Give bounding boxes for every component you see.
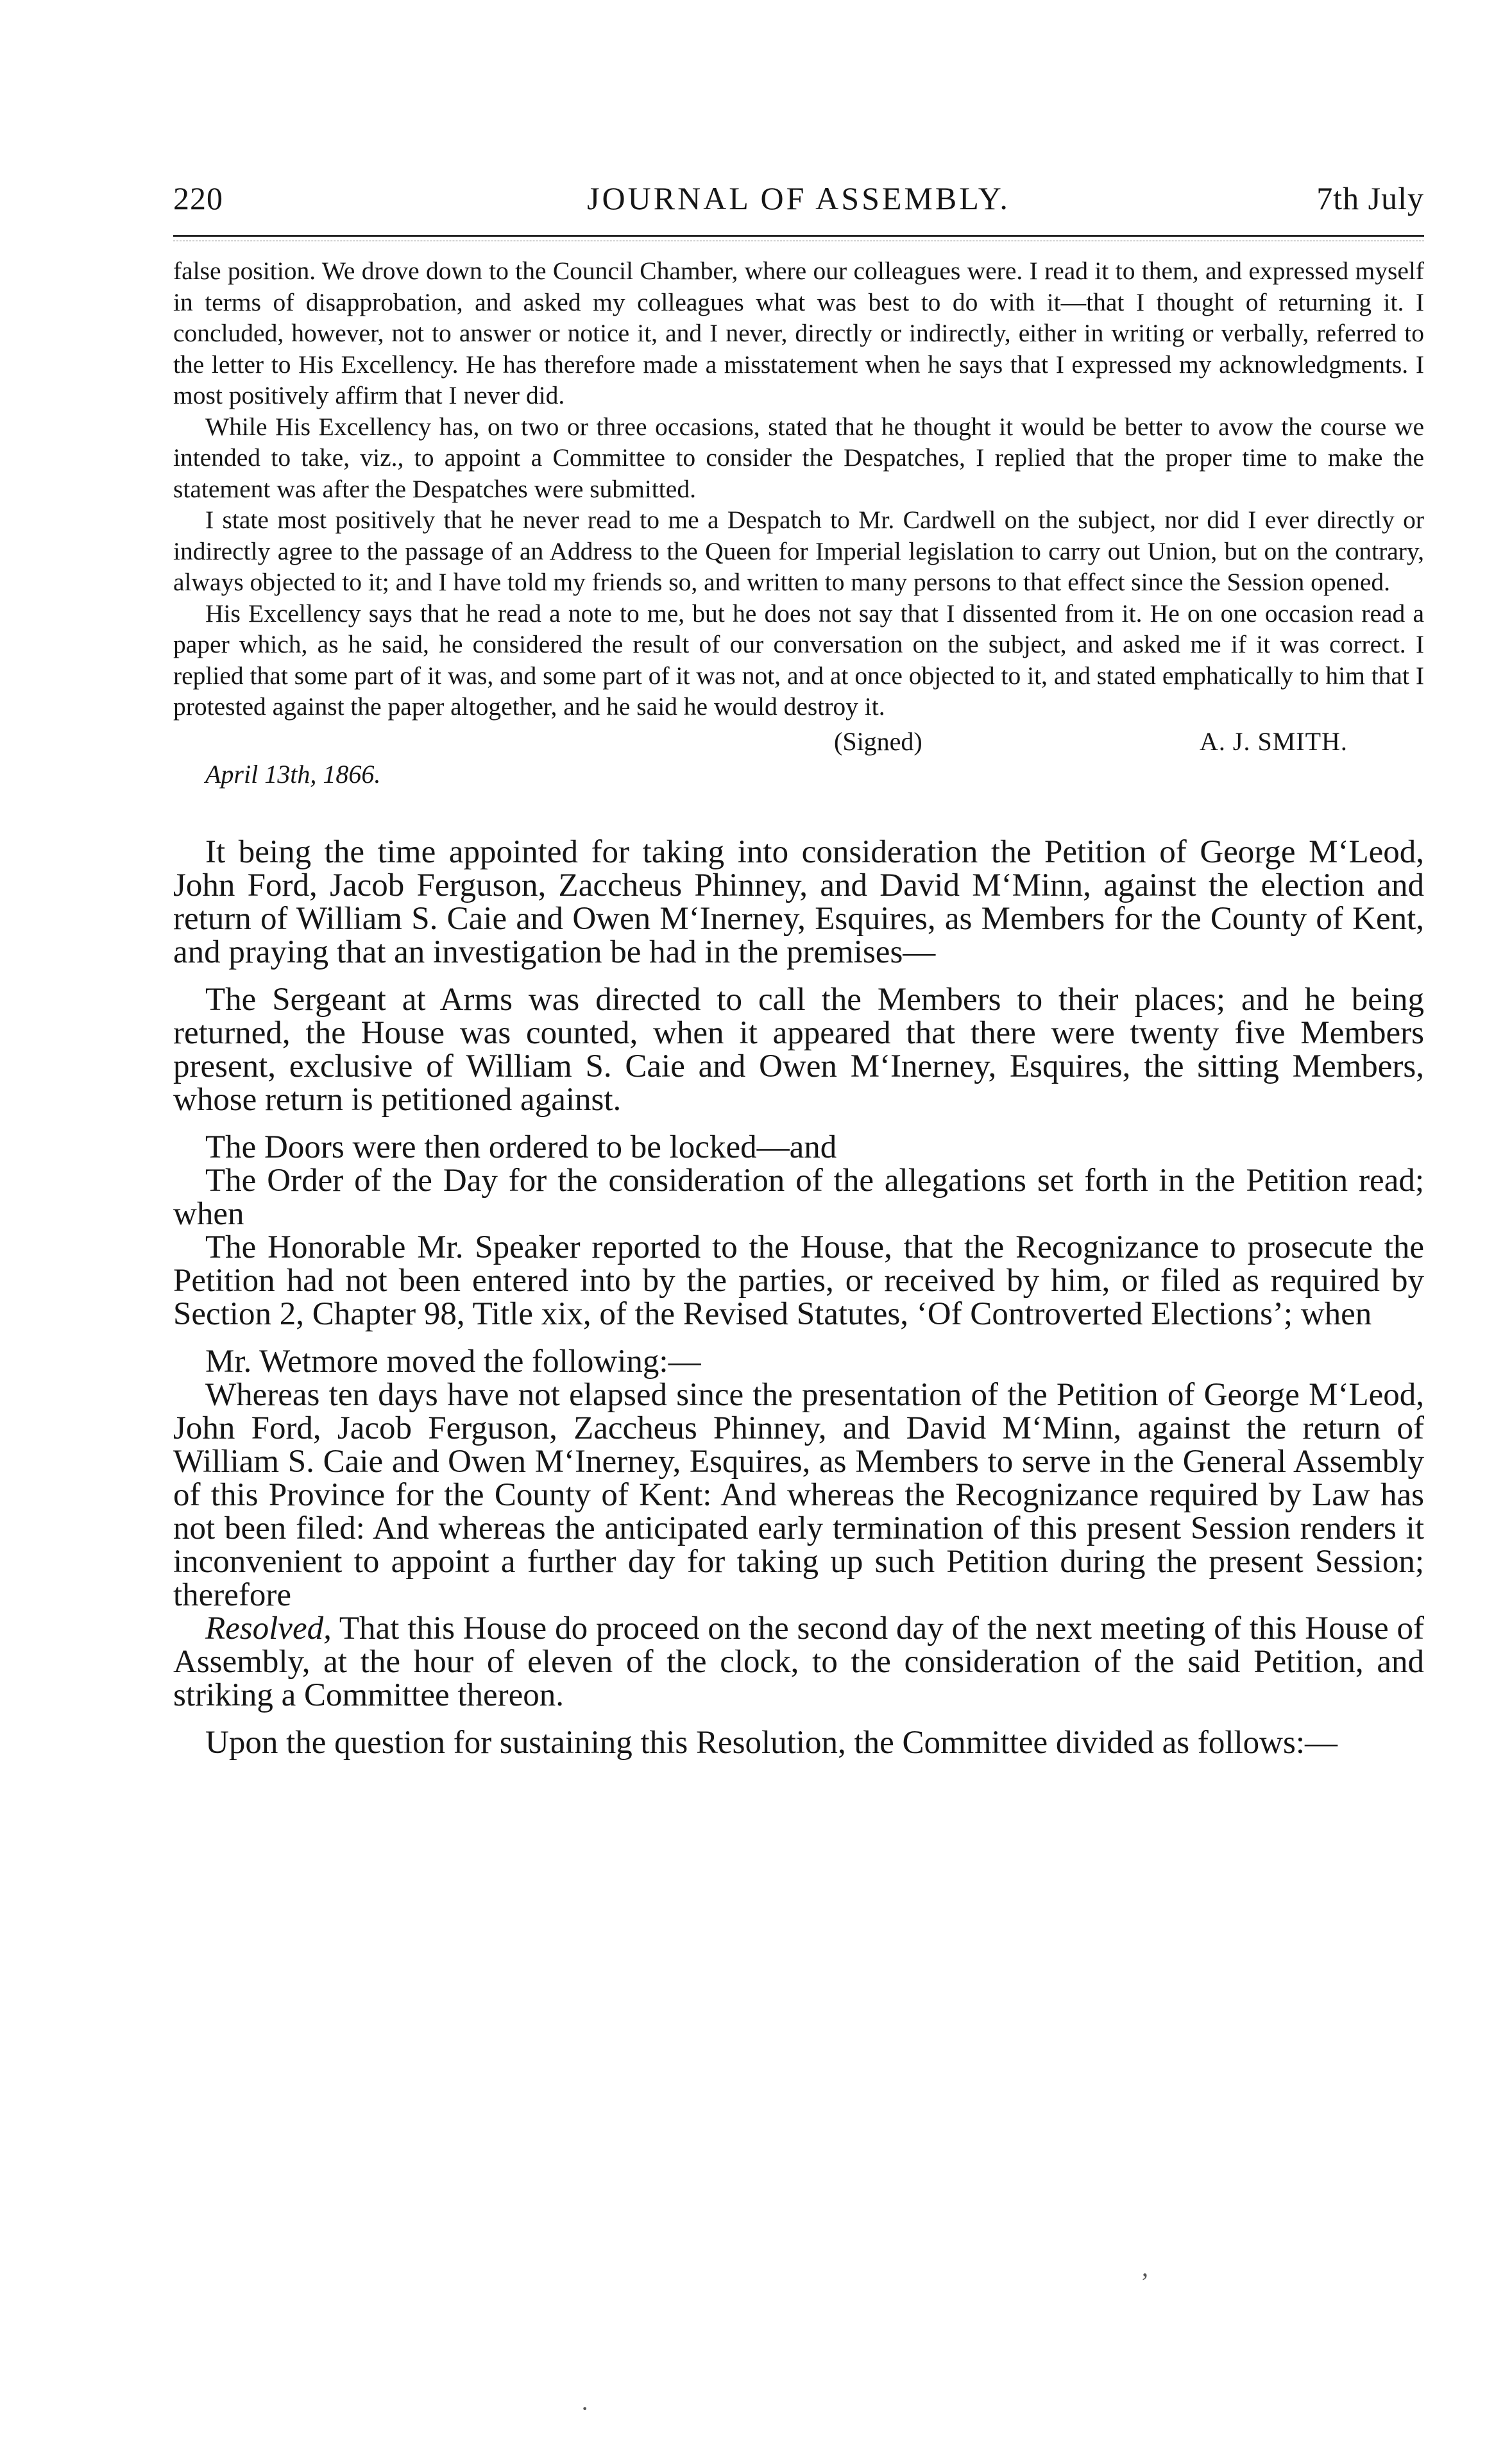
header-date: 7th July bbox=[1316, 180, 1424, 216]
proceedings-paragraph: It being the time appointed for taking into consideration the Petition of George M‘Leod, John Ford, Jacob Ferguson, Zaccheus Phinney, and David M‘Minn, against the election and return of William S. Caie and Owen M‘Inerney, Esquires, as Members for the County of Kent, and praying that an investigation be had in the premises— bbox=[173, 834, 1424, 970]
signature-line bbox=[173, 725, 1424, 758]
proceedings-paragraph: The Honorable Mr. Speaker reported to the House, that the Recognizance to prosecute the Petition had not been entered into by the parties, or received by him, or filed as required by Section 2, Chapter 98, Title xix, of the Revised Statutes, ‘Of Controverted Elections’; when bbox=[173, 1229, 1424, 1332]
proceedings-paragraph: The Doors were then ordered to be locked—and bbox=[205, 1129, 837, 1165]
resolved-label: Resolved, bbox=[205, 1610, 332, 1646]
letter-paragraph: His Excellency says that he read a note to me, but he does not say that I dissented from it. He on one occasion read a paper which, as he said, he considered the result of our conversation on the subject, and asked me if it was correct. I replied that some part of it was, and some part of it was not, and at once objected to it, and stated emphatically to him that I protested against the paper altogether, and he said he would destroy it. bbox=[173, 599, 1424, 721]
journal-title: JOURNAL OF ASSEMBLY. bbox=[587, 180, 1010, 216]
letter-paragraph: While His Excellency has, on two or three occasions, stated that he thought it would be better to avow the course we intended to take, viz., to appoint a Committee to consider the Despatches, I replied that the proper time to make the statement was after the Despatches were submitted. bbox=[173, 412, 1424, 503]
page-number: 220 bbox=[173, 180, 223, 216]
resolution-paragraph bbox=[173, 1612, 1424, 1712]
page-header bbox=[173, 180, 1424, 231]
proceedings-paragraph: Whereas ten days have not elapsed since the presentation of the Petition of George M‘Leod, John Ford, Jacob Ferguson, Zaccheus Phinney, and David M‘Minn, against the return of William S. Caie and Owen M‘Inerney, Esquires, as Members to serve in the General Assembly of this Province for the County of Kent: And whereas the Recognizance required by Law has not been filed: And whereas the anticipated early termination of this present Session renders it inconvenient to appoint a further day for taking up such Petition during the present Session; therefore bbox=[173, 1376, 1424, 1613]
journal-page bbox=[173, 180, 1424, 1774]
proceedings-paragraph: Mr. Wetmore moved the following:— bbox=[205, 1343, 701, 1380]
proceedings-paragraph: The Sergeant at Arms was directed to call the Members to their places; and he being returned, the House was counted, when it appeared that there were twenty five Members present, exclusive of William S. Caie and Owen M‘Inerney, Esquires, the sitting Members, whose return is petitioned against. bbox=[173, 981, 1424, 1118]
signer-name: A. J. SMITH. bbox=[1200, 726, 1348, 756]
stray-mark: · bbox=[581, 2394, 590, 2423]
proceedings-block bbox=[173, 835, 1424, 1759]
letter-paragraph: I state most positively that he never read to me a Despatch to Mr. Cardwell on the subject, nor did I ever directly or indirectly agree to the passage of an Address to the Queen for Imperial legislation to carry out Union, but on the contrary, always objected to it; and I have told my friends so, and written to many persons to that effect since the Session opened. bbox=[173, 506, 1424, 596]
letter-paragraph: false position. We drove down to the Council Chamber, where our colleagues were. I read it to them, and expressed myself in terms of disapprobation, and asked my colleagues what was best to do with it—that I thought of returning it. I concluded, however, not to answer or notice it, and I never, directly or indirectly, either in writing or verbally, referred to the letter to His Excellency. He has therefore made a misstatement when he says that I expressed my acknowledgments. I most positively affirm that I never did. bbox=[173, 257, 1424, 409]
proceedings-paragraph: The Order of the Day for the consideration of the allegations set forth in the Petition read; when bbox=[173, 1162, 1424, 1232]
signed-label: (Signed) bbox=[834, 726, 922, 756]
stray-mark: , bbox=[1142, 2253, 1148, 2282]
resolution-text: That this House do proceed on the second day of the next meeting of this House of Assembly, at the hour of eleven of the clock, to the consideration of the said Petition, and striking a Committee thereon. bbox=[173, 1610, 1424, 1713]
proceedings-paragraph: Upon the question for sustaining this Resolution, the Committee divided as follows:— bbox=[205, 1724, 1338, 1761]
letter-block bbox=[173, 255, 1424, 791]
header-rule bbox=[173, 235, 1424, 237]
letter-dateline: April 13th, 1866. bbox=[205, 759, 381, 789]
